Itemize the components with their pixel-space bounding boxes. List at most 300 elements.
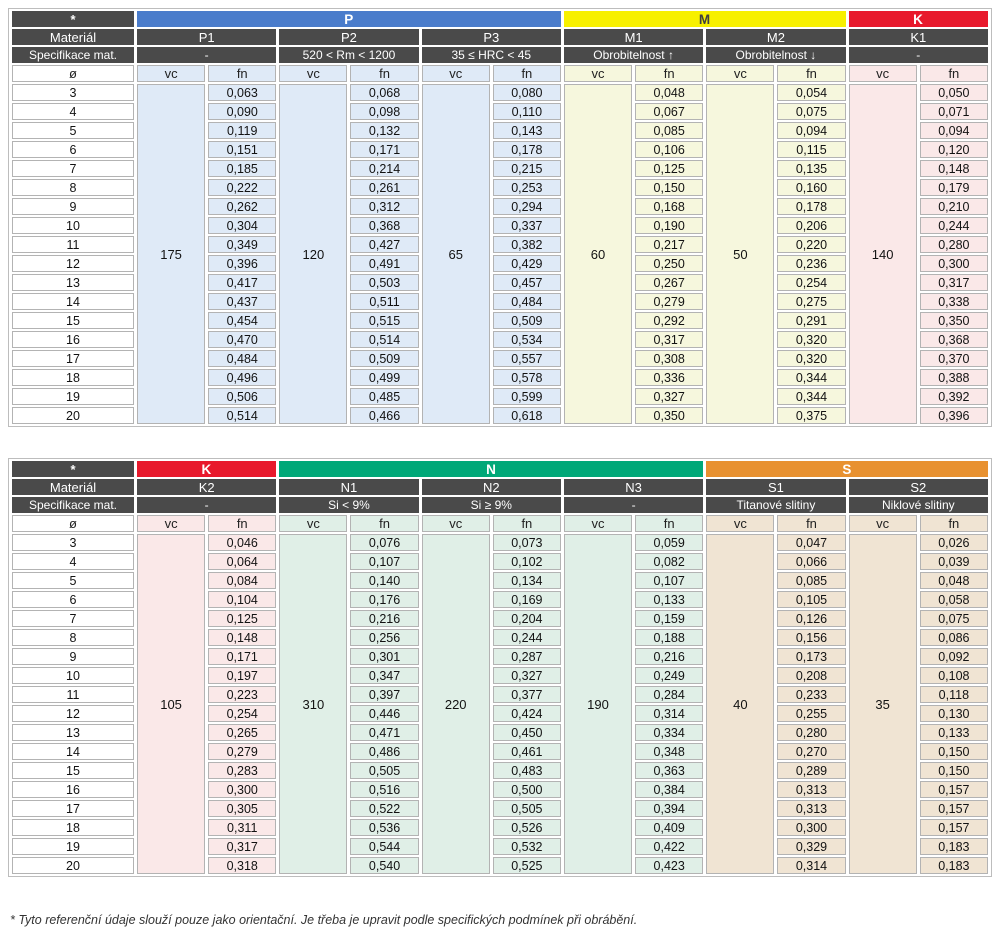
t2-fn-value-N1-d11: 0,397: [350, 686, 418, 703]
t2-fn-value-N1-d6: 0,176: [350, 591, 418, 608]
t2-fn-value-S1-d13: 0,280: [777, 724, 845, 741]
t1-fn-value-P3-d13: 0,457: [493, 274, 561, 291]
t1-band-M: M: [564, 11, 846, 27]
t2-fn-value-K2-d10: 0,197: [208, 667, 276, 684]
t2-fn-value-S2-d3: 0,026: [920, 534, 988, 551]
t2-diameter-5: 5: [12, 572, 134, 589]
t1-fn-header-P2: fn: [350, 65, 418, 82]
t1-vc-header-M2: vc: [706, 65, 774, 82]
t1-fn-value-K1-d19: 0,392: [920, 388, 988, 405]
t1-diameter-17: 17: [12, 350, 134, 367]
t2-fn-value-S1-d14: 0,270: [777, 743, 845, 760]
t1-fn-value-M1-d20: 0,350: [635, 407, 703, 424]
t1-fn-value-P3-d9: 0,294: [493, 198, 561, 215]
t1-vc-header-P2: vc: [279, 65, 347, 82]
t2-diameter-6: 6: [12, 591, 134, 608]
t1-fn-value-M1-d10: 0,190: [635, 217, 703, 234]
t2-vc-header-N1: vc: [279, 515, 347, 532]
t2-fn-value-N2-d5: 0,134: [493, 572, 561, 589]
t1-fn-value-P2-d18: 0,499: [350, 369, 418, 386]
t2-fn-value-N3-d10: 0,249: [635, 667, 703, 684]
t2-fn-value-K2-d8: 0,148: [208, 629, 276, 646]
t1-fn-value-P3-d16: 0,534: [493, 331, 561, 348]
t1-fn-value-P1-d16: 0,470: [208, 331, 276, 348]
t1-fn-value-P2-d5: 0,132: [350, 122, 418, 139]
t2-col-S2: S2: [849, 479, 988, 495]
t2-fn-header-S2: fn: [920, 515, 988, 532]
t1-fn-value-P2-d10: 0,368: [350, 217, 418, 234]
t2-spec-S1: Titanové slitiny: [706, 497, 845, 513]
t2-fn-header-N1: fn: [350, 515, 418, 532]
t1-fn-value-P1-d5: 0,119: [208, 122, 276, 139]
t1-fn-value-P3-d18: 0,578: [493, 369, 561, 386]
t2-fn-value-S1-d6: 0,105: [777, 591, 845, 608]
t1-spec-M2: Obrobitelnost ↓: [706, 47, 845, 63]
t2-diameter-10: 10: [12, 667, 134, 684]
t2-fn-value-K2-d18: 0,311: [208, 819, 276, 836]
t1-fn-value-P3-d17: 0,557: [493, 350, 561, 367]
t1-fn-value-K1-d18: 0,388: [920, 369, 988, 386]
t2-vc-value-N3: 190: [564, 534, 632, 874]
t1-vc-value-K1: 140: [849, 84, 917, 424]
t2-diameter-20: 20: [12, 857, 134, 874]
t2-fn-value-K2-d3: 0,046: [208, 534, 276, 551]
t2-fn-value-N3-d7: 0,159: [635, 610, 703, 627]
t2-fn-value-N2-d4: 0,102: [493, 553, 561, 570]
t1-fn-value-K1-d10: 0,244: [920, 217, 988, 234]
t1-vc-value-P2: 120: [279, 84, 347, 424]
t1-fn-value-P2-d7: 0,214: [350, 160, 418, 177]
t1-fn-value-M1-d17: 0,308: [635, 350, 703, 367]
t1-fn-value-K1-d5: 0,094: [920, 122, 988, 139]
t2-fn-value-S2-d17: 0,157: [920, 800, 988, 817]
t2-fn-header-S1: fn: [777, 515, 845, 532]
t2-vc-value-S2: 35: [849, 534, 917, 874]
t2-fn-value-N2-d19: 0,532: [493, 838, 561, 855]
t2-diameter-7: 7: [12, 610, 134, 627]
t1-vc-header-P1: vc: [137, 65, 205, 82]
t2-fn-value-N1-d20: 0,540: [350, 857, 418, 874]
t2-fn-value-K2-d6: 0,104: [208, 591, 276, 608]
t1-diameter-15: 15: [12, 312, 134, 329]
t1-fn-value-M2-d15: 0,291: [777, 312, 845, 329]
t2-fn-value-K2-d7: 0,125: [208, 610, 276, 627]
t2-fn-value-N1-d18: 0,536: [350, 819, 418, 836]
t1-vc-value-M2: 50: [706, 84, 774, 424]
t1-spec-P3: 35 ≤ HRC < 45: [422, 47, 561, 63]
t1-fn-value-M2-d8: 0,160: [777, 179, 845, 196]
t2-fn-value-S2-d20: 0,183: [920, 857, 988, 874]
t2-fn-value-K2-d12: 0,254: [208, 705, 276, 722]
t1-fn-value-M1-d9: 0,168: [635, 198, 703, 215]
t1-fn-value-M2-d6: 0,115: [777, 141, 845, 158]
t1-fn-value-P2-d13: 0,503: [350, 274, 418, 291]
t1-diameter-19: 19: [12, 388, 134, 405]
t1-fn-value-P2-d4: 0,098: [350, 103, 418, 120]
t2-col-N3: N3: [564, 479, 703, 495]
t2-diameter-13: 13: [12, 724, 134, 741]
t1-col-P3: P3: [422, 29, 561, 45]
t1-fn-value-P1-d17: 0,484: [208, 350, 276, 367]
t1-star-header: *: [12, 11, 134, 27]
t1-diameter-20: 20: [12, 407, 134, 424]
t2-fn-value-S1-d12: 0,255: [777, 705, 845, 722]
t2-fn-value-S1-d5: 0,085: [777, 572, 845, 589]
t1-fn-value-P3-d3: 0,080: [493, 84, 561, 101]
t2-fn-value-N3-d9: 0,216: [635, 648, 703, 665]
t1-fn-value-P3-d6: 0,178: [493, 141, 561, 158]
t1-fn-value-P1-d7: 0,185: [208, 160, 276, 177]
t2-diameter-4: 4: [12, 553, 134, 570]
t2-fn-value-S2-d5: 0,048: [920, 572, 988, 589]
t2-diameter-12: 12: [12, 705, 134, 722]
t1-fn-value-M1-d5: 0,085: [635, 122, 703, 139]
t2-fn-value-S1-d7: 0,126: [777, 610, 845, 627]
t1-fn-value-M1-d11: 0,217: [635, 236, 703, 253]
t2-fn-value-N3-d20: 0,423: [635, 857, 703, 874]
t2-fn-value-S2-d10: 0,108: [920, 667, 988, 684]
t1-fn-value-M1-d3: 0,048: [635, 84, 703, 101]
t2-fn-value-N2-d18: 0,526: [493, 819, 561, 836]
t2-diameter-16: 16: [12, 781, 134, 798]
t1-fn-value-K1-d17: 0,370: [920, 350, 988, 367]
t2-fn-value-K2-d14: 0,279: [208, 743, 276, 760]
t2-fn-header-N3: fn: [635, 515, 703, 532]
t1-vc-value-M1: 60: [564, 84, 632, 424]
t1-fn-value-P1-d12: 0,396: [208, 255, 276, 272]
t1-fn-value-P2-d19: 0,485: [350, 388, 418, 405]
t1-fn-value-P2-d14: 0,511: [350, 293, 418, 310]
t1-fn-value-M2-d20: 0,375: [777, 407, 845, 424]
t1-fn-value-P1-d19: 0,506: [208, 388, 276, 405]
t2-fn-value-S2-d19: 0,183: [920, 838, 988, 855]
t1-vc-value-P3: 65: [422, 84, 490, 424]
t2-fn-value-N2-d6: 0,169: [493, 591, 561, 608]
t2-fn-value-N1-d9: 0,301: [350, 648, 418, 665]
t2-fn-value-N2-d3: 0,073: [493, 534, 561, 551]
t1-fn-header-P3: fn: [493, 65, 561, 82]
t2-fn-value-N3-d8: 0,188: [635, 629, 703, 646]
t2-fn-value-N2-d20: 0,525: [493, 857, 561, 874]
t2-col-K2: K2: [137, 479, 276, 495]
t2-fn-value-N2-d11: 0,377: [493, 686, 561, 703]
t2-band-K: K: [137, 461, 276, 477]
t1-spec-P1: -: [137, 47, 276, 63]
t2-fn-value-N1-d7: 0,216: [350, 610, 418, 627]
t2-vc-value-N2: 220: [422, 534, 490, 874]
t2-vc-header-K2: vc: [137, 515, 205, 532]
t1-fn-value-P2-d9: 0,312: [350, 198, 418, 215]
t2-fn-value-S2-d8: 0,086: [920, 629, 988, 646]
t2-fn-value-N1-d8: 0,256: [350, 629, 418, 646]
t1-fn-value-M1-d18: 0,336: [635, 369, 703, 386]
t1-fn-value-P3-d14: 0,484: [493, 293, 561, 310]
t2-col-N2: N2: [422, 479, 561, 495]
t1-diameter-11: 11: [12, 236, 134, 253]
t2-fn-value-S1-d9: 0,173: [777, 648, 845, 665]
t2-fn-value-S1-d3: 0,047: [777, 534, 845, 551]
t2-fn-value-S2-d11: 0,118: [920, 686, 988, 703]
t1-fn-value-K1-d7: 0,148: [920, 160, 988, 177]
t1-diameter-7: 7: [12, 160, 134, 177]
t1-fn-value-P3-d20: 0,618: [493, 407, 561, 424]
t2-fn-value-S1-d16: 0,313: [777, 781, 845, 798]
t1-fn-value-P3-d19: 0,599: [493, 388, 561, 405]
t2-vc-header-S2: vc: [849, 515, 917, 532]
t2-spec-K2: -: [137, 497, 276, 513]
t2-fn-value-K2-d16: 0,300: [208, 781, 276, 798]
t2-fn-value-S1-d19: 0,329: [777, 838, 845, 855]
t1-fn-value-M1-d6: 0,106: [635, 141, 703, 158]
t2-fn-value-S2-d18: 0,157: [920, 819, 988, 836]
t2-diameter-8: 8: [12, 629, 134, 646]
t1-fn-value-M1-d8: 0,150: [635, 179, 703, 196]
t1-fn-value-P1-d18: 0,496: [208, 369, 276, 386]
t1-fn-value-P1-d11: 0,349: [208, 236, 276, 253]
t2-diameter-9: 9: [12, 648, 134, 665]
t1-fn-value-M1-d13: 0,267: [635, 274, 703, 291]
t2-fn-value-N2-d12: 0,424: [493, 705, 561, 722]
t2-vc-header-S1: vc: [706, 515, 774, 532]
t1-fn-value-P2-d11: 0,427: [350, 236, 418, 253]
t2-fn-value-N3-d19: 0,422: [635, 838, 703, 855]
t2-fn-value-S2-d15: 0,150: [920, 762, 988, 779]
t2-fn-value-N3-d14: 0,348: [635, 743, 703, 760]
t1-fn-value-M2-d14: 0,275: [777, 293, 845, 310]
t1-diameter-9: 9: [12, 198, 134, 215]
t2-fn-header-N2: fn: [493, 515, 561, 532]
t1-spec-P2: 520 < Rm < 1200: [279, 47, 418, 63]
t2-fn-value-K2-d17: 0,305: [208, 800, 276, 817]
t1-fn-value-K1-d13: 0,317: [920, 274, 988, 291]
t2-fn-value-S1-d10: 0,208: [777, 667, 845, 684]
t2-col-N1: N1: [279, 479, 418, 495]
t2-fn-value-N1-d15: 0,505: [350, 762, 418, 779]
t2-spec-N1: Si < 9%: [279, 497, 418, 513]
t1-fn-value-M2-d3: 0,054: [777, 84, 845, 101]
t1-diameter-18: 18: [12, 369, 134, 386]
t1-diameter-14: 14: [12, 293, 134, 310]
t2-fn-value-N3-d12: 0,314: [635, 705, 703, 722]
t1-fn-value-K1-d20: 0,396: [920, 407, 988, 424]
t2-fn-value-N2-d10: 0,327: [493, 667, 561, 684]
t1-fn-value-M1-d15: 0,292: [635, 312, 703, 329]
t2-fn-value-S1-d20: 0,314: [777, 857, 845, 874]
t2-fn-header-K2: fn: [208, 515, 276, 532]
t1-fn-value-P1-d3: 0,063: [208, 84, 276, 101]
t1-fn-value-P3-d12: 0,429: [493, 255, 561, 272]
t2-fn-value-K2-d4: 0,064: [208, 553, 276, 570]
t1-diameter-16: 16: [12, 331, 134, 348]
t2-fn-value-N1-d3: 0,076: [350, 534, 418, 551]
t1-fn-value-M2-d9: 0,178: [777, 198, 845, 215]
t2-fn-value-N1-d10: 0,347: [350, 667, 418, 684]
t1-spec-K1: -: [849, 47, 988, 63]
t2-fn-value-N2-d16: 0,500: [493, 781, 561, 798]
t1-fn-value-K1-d11: 0,280: [920, 236, 988, 253]
t2-fn-value-N1-d5: 0,140: [350, 572, 418, 589]
t1-fn-value-M1-d7: 0,125: [635, 160, 703, 177]
t1-fn-value-P2-d3: 0,068: [350, 84, 418, 101]
t2-diameter-3: 3: [12, 534, 134, 551]
t2-fn-value-N1-d13: 0,471: [350, 724, 418, 741]
t2-fn-value-S2-d7: 0,075: [920, 610, 988, 627]
t2-fn-value-N3-d16: 0,384: [635, 781, 703, 798]
t1-fn-value-P1-d20: 0,514: [208, 407, 276, 424]
t2-fn-value-S1-d18: 0,300: [777, 819, 845, 836]
t2-fn-value-S2-d13: 0,133: [920, 724, 988, 741]
t1-fn-value-P2-d16: 0,514: [350, 331, 418, 348]
t2-vc-header-N3: vc: [564, 515, 632, 532]
t1-vc-header-K1: vc: [849, 65, 917, 82]
t2-spec-N2: Si ≥ 9%: [422, 497, 561, 513]
cutting-data-table-2: [8, 458, 992, 877]
t1-fn-value-M1-d14: 0,279: [635, 293, 703, 310]
t1-fn-value-K1-d14: 0,338: [920, 293, 988, 310]
t1-col-K1: K1: [849, 29, 988, 45]
t2-col-S1: S1: [706, 479, 845, 495]
t2-fn-value-S2-d6: 0,058: [920, 591, 988, 608]
t2-fn-value-N1-d4: 0,107: [350, 553, 418, 570]
t1-fn-value-M1-d4: 0,067: [635, 103, 703, 120]
t2-fn-value-S2-d16: 0,157: [920, 781, 988, 798]
t1-fn-value-K1-d6: 0,120: [920, 141, 988, 158]
t2-fn-value-K2-d15: 0,283: [208, 762, 276, 779]
t2-spec-N3: -: [564, 497, 703, 513]
t2-spec-S2: Niklové slitiny: [849, 497, 988, 513]
t1-fn-value-M1-d12: 0,250: [635, 255, 703, 272]
t1-fn-value-M2-d7: 0,135: [777, 160, 845, 177]
t1-fn-header-M1: fn: [635, 65, 703, 82]
t2-fn-value-N2-d15: 0,483: [493, 762, 561, 779]
t1-fn-value-M2-d5: 0,094: [777, 122, 845, 139]
t1-fn-value-M1-d16: 0,317: [635, 331, 703, 348]
t2-vc-value-S1: 40: [706, 534, 774, 874]
t1-fn-value-K1-d16: 0,368: [920, 331, 988, 348]
t1-fn-value-P3-d10: 0,337: [493, 217, 561, 234]
t1-col-M1: M1: [564, 29, 703, 45]
t1-fn-value-M1-d19: 0,327: [635, 388, 703, 405]
t2-diameter-header: ø: [12, 515, 134, 532]
t2-fn-value-N2-d14: 0,461: [493, 743, 561, 760]
t1-band-P: P: [137, 11, 561, 27]
t1-diameter-header: ø: [12, 65, 134, 82]
t1-fn-value-P3-d8: 0,253: [493, 179, 561, 196]
t1-fn-value-M2-d12: 0,236: [777, 255, 845, 272]
t1-fn-header-K1: fn: [920, 65, 988, 82]
t2-fn-value-N2-d13: 0,450: [493, 724, 561, 741]
t2-diameter-19: 19: [12, 838, 134, 855]
t2-fn-value-S2-d14: 0,150: [920, 743, 988, 760]
t2-band-S: S: [706, 461, 988, 477]
t1-fn-value-K1-d8: 0,179: [920, 179, 988, 196]
t2-fn-value-K2-d11: 0,223: [208, 686, 276, 703]
t2-fn-value-N1-d17: 0,522: [350, 800, 418, 817]
t1-diameter-13: 13: [12, 274, 134, 291]
t1-fn-value-M2-d17: 0,320: [777, 350, 845, 367]
t2-specification-label: Specifikace mat.: [12, 497, 134, 513]
t2-fn-value-S2-d4: 0,039: [920, 553, 988, 570]
t2-fn-value-N3-d5: 0,107: [635, 572, 703, 589]
t2-fn-value-N3-d4: 0,082: [635, 553, 703, 570]
t2-fn-value-N2-d17: 0,505: [493, 800, 561, 817]
t2-material-label: Materiál: [12, 479, 134, 495]
t1-fn-value-P2-d12: 0,491: [350, 255, 418, 272]
t1-fn-value-M2-d18: 0,344: [777, 369, 845, 386]
t1-fn-value-P3-d11: 0,382: [493, 236, 561, 253]
t1-fn-value-P3-d4: 0,110: [493, 103, 561, 120]
t2-fn-value-N2-d9: 0,287: [493, 648, 561, 665]
t1-fn-value-K1-d9: 0,210: [920, 198, 988, 215]
t1-diameter-3: 3: [12, 84, 134, 101]
t2-fn-value-K2-d20: 0,318: [208, 857, 276, 874]
t1-fn-value-P2-d15: 0,515: [350, 312, 418, 329]
t1-diameter-6: 6: [12, 141, 134, 158]
t2-fn-value-N3-d11: 0,284: [635, 686, 703, 703]
t1-fn-value-P1-d14: 0,437: [208, 293, 276, 310]
t2-fn-value-S1-d4: 0,066: [777, 553, 845, 570]
t2-fn-value-N3-d6: 0,133: [635, 591, 703, 608]
t2-fn-value-N1-d14: 0,486: [350, 743, 418, 760]
t1-fn-value-K1-d3: 0,050: [920, 84, 988, 101]
t1-vc-header-M1: vc: [564, 65, 632, 82]
t1-col-P2: P2: [279, 29, 418, 45]
t1-fn-value-M2-d13: 0,254: [777, 274, 845, 291]
t2-fn-value-N3-d18: 0,409: [635, 819, 703, 836]
t2-fn-value-S1-d17: 0,313: [777, 800, 845, 817]
cutting-data-table-1: [8, 8, 992, 427]
t1-fn-value-P1-d4: 0,090: [208, 103, 276, 120]
t1-fn-value-M2-d11: 0,220: [777, 236, 845, 253]
t2-diameter-15: 15: [12, 762, 134, 779]
t2-vc-value-N1: 310: [279, 534, 347, 874]
t1-fn-header-P1: fn: [208, 65, 276, 82]
t2-fn-value-K2-d5: 0,084: [208, 572, 276, 589]
t2-vc-header-N2: vc: [422, 515, 490, 532]
t1-fn-value-P1-d13: 0,417: [208, 274, 276, 291]
t1-diameter-12: 12: [12, 255, 134, 272]
t1-fn-value-P1-d15: 0,454: [208, 312, 276, 329]
t1-col-P1: P1: [137, 29, 276, 45]
t1-fn-value-K1-d15: 0,350: [920, 312, 988, 329]
t1-diameter-4: 4: [12, 103, 134, 120]
t1-diameter-5: 5: [12, 122, 134, 139]
t2-diameter-17: 17: [12, 800, 134, 817]
t2-fn-value-N2-d7: 0,204: [493, 610, 561, 627]
t1-fn-value-P2-d17: 0,509: [350, 350, 418, 367]
t1-fn-header-M2: fn: [777, 65, 845, 82]
t2-fn-value-N1-d19: 0,544: [350, 838, 418, 855]
footnote: * Tyto referenční údaje slouží pouze jako orientační. Je třeba je upravit podle specifických podmínek při obrábění.: [10, 913, 638, 927]
t2-fn-value-N1-d16: 0,516: [350, 781, 418, 798]
t1-col-M2: M2: [706, 29, 845, 45]
t1-band-K: K: [849, 11, 988, 27]
t1-material-label: Materiál: [12, 29, 134, 45]
t1-spec-M1: Obrobitelnost ↑: [564, 47, 703, 63]
t2-fn-value-S1-d11: 0,233: [777, 686, 845, 703]
t1-diameter-8: 8: [12, 179, 134, 196]
t1-vc-header-P3: vc: [422, 65, 490, 82]
t1-fn-value-K1-d12: 0,300: [920, 255, 988, 272]
t2-fn-value-S2-d9: 0,092: [920, 648, 988, 665]
t2-fn-value-S1-d8: 0,156: [777, 629, 845, 646]
t2-fn-value-K2-d13: 0,265: [208, 724, 276, 741]
t2-fn-value-S1-d15: 0,289: [777, 762, 845, 779]
t1-vc-value-P1: 175: [137, 84, 205, 424]
t2-fn-value-N3-d13: 0,334: [635, 724, 703, 741]
t2-diameter-14: 14: [12, 743, 134, 760]
t1-specification-label: Specifikace mat.: [12, 47, 134, 63]
